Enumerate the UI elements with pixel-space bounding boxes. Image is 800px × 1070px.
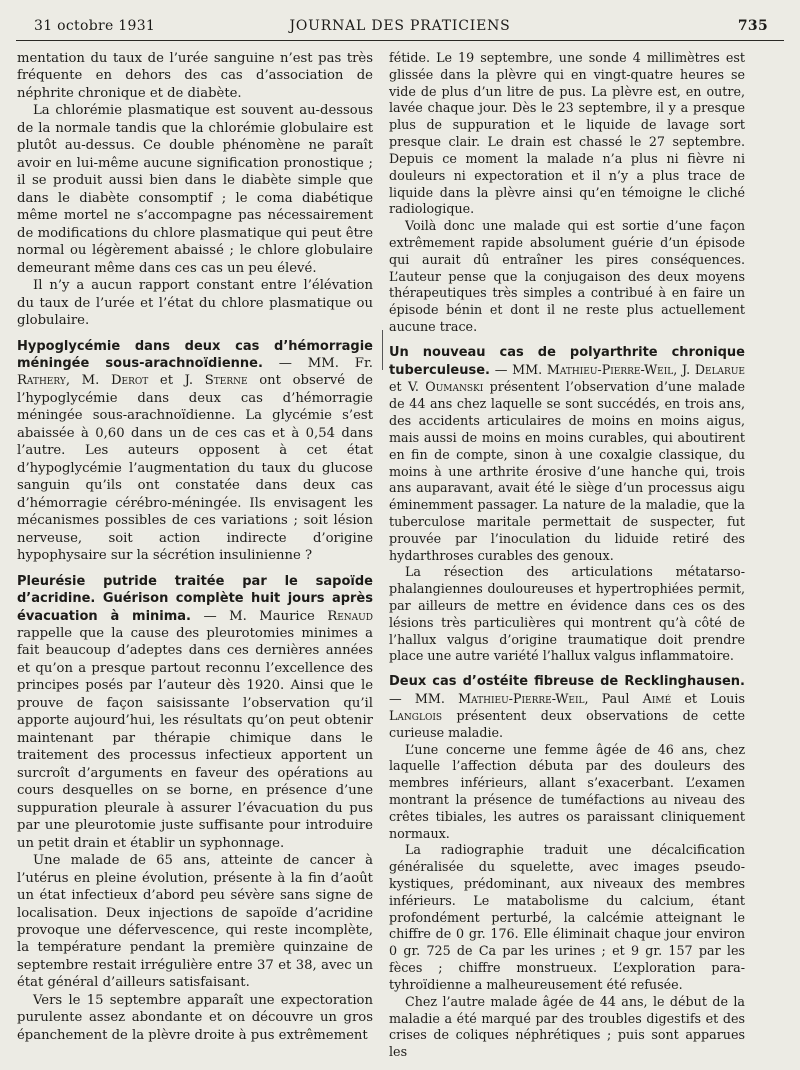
page-header (30, 14, 770, 36)
paragraph: Chez l’autre malade âgée de 44 ans, le début de la maladie a été marqué par des troubles digestifs et des crises de coliques néphrétiques ; puis sont apparues les (389, 993, 745, 1060)
paragraph: mentation du taux de l’urée sanguine n’est pas très fréquente en dehors des cas d’association de néphrite chronique et de diabète. (17, 51, 373, 101)
paragraph: La résection des articulations métatarso-phalangiennes douloureuses et hypertrophiées permit, par ailleurs de mettre en évidence dans ces os des lésions très particulières qui montrent qu’à côté de l’hallux valgus d’origine traumatique doit prendre place une autre variété l’hallux valgus inflammatoire. (389, 564, 745, 664)
author-name: Renaud (327, 608, 373, 624)
text-run: , M. (65, 373, 111, 389)
section-polyarthrite (389, 344, 745, 565)
section-title: Hypoglycémie dans deux cas d’hémorragie méningée sous-arachnoïdienne. (17, 338, 373, 371)
paragraph: fétide. Le 19 septembre, une sonde 4 millimètres est glissée dans la plèvre qui en vingt-quatre heures se vide de plus d’un litre de pus. La plèvre est, en outre, lavée chaque jour. Dès le 23 septembre, il y a presque plus de suppuration et le liquide de lavage sort presque clair. Le drain est chassé le 27 septembre. Depuis ce moment la malade n’a plus ni fièvre ni douleurs ni expectoration et il n’y a plus trace de liquide dans la plèvre ainsi qu’en témoigne le cliché radiologique. (389, 50, 745, 217)
paragraph: La radiographie traduit une décalcification généralisée du squelette, avec images pseudo-kystiques, prédominant, aux niveaux des membres inférieurs. Le matabolisme du calcium, étant profondément perturbé, la calcémie atteignant le chiffre de 0 gr. 176. Elle éliminait chaque jour environ 0 gr. 725 de Ca par les urines ; et 9 gr. 157 par les fèces ; chiffre monstrueux. L’exploration para-tyhroïdienne a malheureusement été refusée. (389, 842, 745, 992)
text-run: — MM. Fr. (262, 355, 373, 371)
text-run: , J. (673, 361, 695, 377)
paragraph: Voilà donc une malade qui est sortie d’une façon extrêmement rapide absolument guérie d’un épisode qui aurait dû entraîner les pires conséquences. L’auteur pense que la conjugaison des deux moyens thérapeutiques très simples a contribué à en faire un épisode bénin et dont il ne reste plus actuellement aucune trace. (389, 218, 745, 334)
section-body: présentent l’observation d’une malade de 44 ans chez laquelle se sont succédés, en trois ans, des accidents articulaires de moins en moins aigus, mais aussi de moins en moins curables, qui aboutirent en fin de compte, sinon à une coxalgie classique, du moins à une arthrite érosive d’une hanche qui, trois ans auparavant, avait été le siège d’un processus aigu éminemment passager. La nature de la maladie, que la tuberculose maritale permettait de suspecter, fut prouvée par l’inoculation du liduide retiré des hydarthroses curables des genoux. (389, 379, 745, 563)
section-title: Deux cas d’ostéite fibreuse de Recklinghausen. (389, 674, 745, 690)
paragraph: L’une concerne une femme âgée de 46 ans, chez laquelle l’affection débuta par des douleurs des membres inférieurs, allant s’exacerbant. L’examen montrant la présence de tuméfactions au niveau des crêtes tibiales, les autres os paraissant cliniquement normaux. (389, 741, 745, 841)
author-name: Mathieu-Pierre-Weil (458, 691, 585, 707)
paragraph: Il n’y a aucun rapport constant entre l’élévation du taux de l’urée et l’état du chlore plasmatique ou globulaire. (17, 278, 373, 329)
text-run: — M. Maurice (191, 608, 328, 624)
text-run: et J. (148, 373, 205, 389)
author-name: Oumanski (425, 379, 484, 395)
author-name: Derot (110, 373, 149, 389)
section-body: rappelle que la cause des pleurotomies minimes a fait beaucoup d’adeptes dans ces dernières années et qu’on a presque partout reconnu l’excellence des principes posés par l’auteur dès 1920. Ainsi que le prouve de façon saisissante l’observation qu’il apporte aujourd’hui, les résultats qu’on peut obtenir maintenant par thérapie chimique dans le traitement des processus infectieux apportent un surcroît d’arguments en faveur des opérations au cours desquelles on se borne, en présence d’une suppuration pleurale à assurer l’évacuation du pus par une pleurotomie juste suffisante pour introduire un petit drain et établir un syphonnage. (17, 626, 373, 851)
text-run: — MM. (490, 361, 547, 377)
paragraph: Une malade de 65 ans, atteinte de cancer à l’utérus en pleine évolution, présente à la fin d’août un état infectieux d’abord peu sévère sans signe de localisation. Deux injections de sapoïde d’acridine provoque une défervescence, qui reste incomplète, la température pendant la première quinzaine de septembre restait irrégulière entre 37 et 38, avec un état général d’ailleurs satisfaisant. (17, 853, 373, 991)
left-column (17, 50, 373, 1044)
author-name: Aimé (642, 691, 672, 707)
paragraph: Vers le 15 septembre apparaît une expectoration purulente assez abondante et on découvre un gros épanchement de la plèvre droite à pus extrêmement (17, 992, 373, 1043)
author-name: Mathieu-Pierre-Weil (546, 361, 674, 377)
text-run: — MM. (389, 691, 459, 707)
section-body: ont observé de l’hypoglycémie dans deux cas d’hémorragie méningée sous-arachnoïdienne. La glycémie s’est abaissée à 0,60 dans un de ces cas et à 0,54 dans l’autre. Les auteurs opposent à cet état d’hypoglycémie l’augmentation du taux du glucose sanguin qu’ils ont constatée dans deux cas d’hémorragie cérébro-méningée. Ils envisagent les mécanismes possibles de ces variations ; soit lésion nerveuse, soit action indirecte d’origine hypophysaire sur la sécrétion insulinienne ? (17, 373, 373, 564)
author-name: Delarue (694, 361, 745, 377)
section-pleuresie (17, 573, 373, 853)
section-title: Un nouveau cas de polyarthrite chronique tuberculeuse. (389, 344, 745, 378)
paragraph: La chlorémie plasmatique est souvent au-dessous de la normale tandis que la chlorémie globulaire est plutôt au-dessus. Ce double phénomène ne paraît avoir en lui-même aucune signification pronostique ; il se produit aussi bien dans le diabète simple que dans le diabète consomptif ; le coma diabétique même mortel ne s’accompagne pas nécessairement de modifications du chlore plasmatique qui peut être normal ou légèrement abaissé ; le chlore globulaire demeurant même dans ces cas un peu élevé. (17, 103, 373, 276)
text-run: , Paul (584, 691, 643, 707)
section-title: Pleurésie putride traitée par le sapoïde d’acridine. Guérison complète huit jours après évacuation à minima. (17, 573, 373, 624)
column-divider (382, 330, 383, 370)
header-rule (16, 40, 784, 41)
section-body: présentent deux observations de cette curieuse maladie. (389, 707, 745, 740)
author-name: Langlois (389, 707, 443, 723)
right-column (389, 50, 745, 1061)
header-date: 31 octobre 1931 (34, 18, 156, 34)
journal-title: JOURNAL DES PRATICIENS (289, 18, 511, 34)
page-number: 735 (737, 18, 768, 34)
author-name: Sterne (204, 373, 248, 389)
section-hypoglycemie (17, 338, 373, 565)
text-run: et V. (389, 379, 426, 395)
author-name: Rathery (17, 373, 66, 389)
text-run: et Louis (671, 691, 745, 707)
section-osteite (389, 673, 745, 741)
